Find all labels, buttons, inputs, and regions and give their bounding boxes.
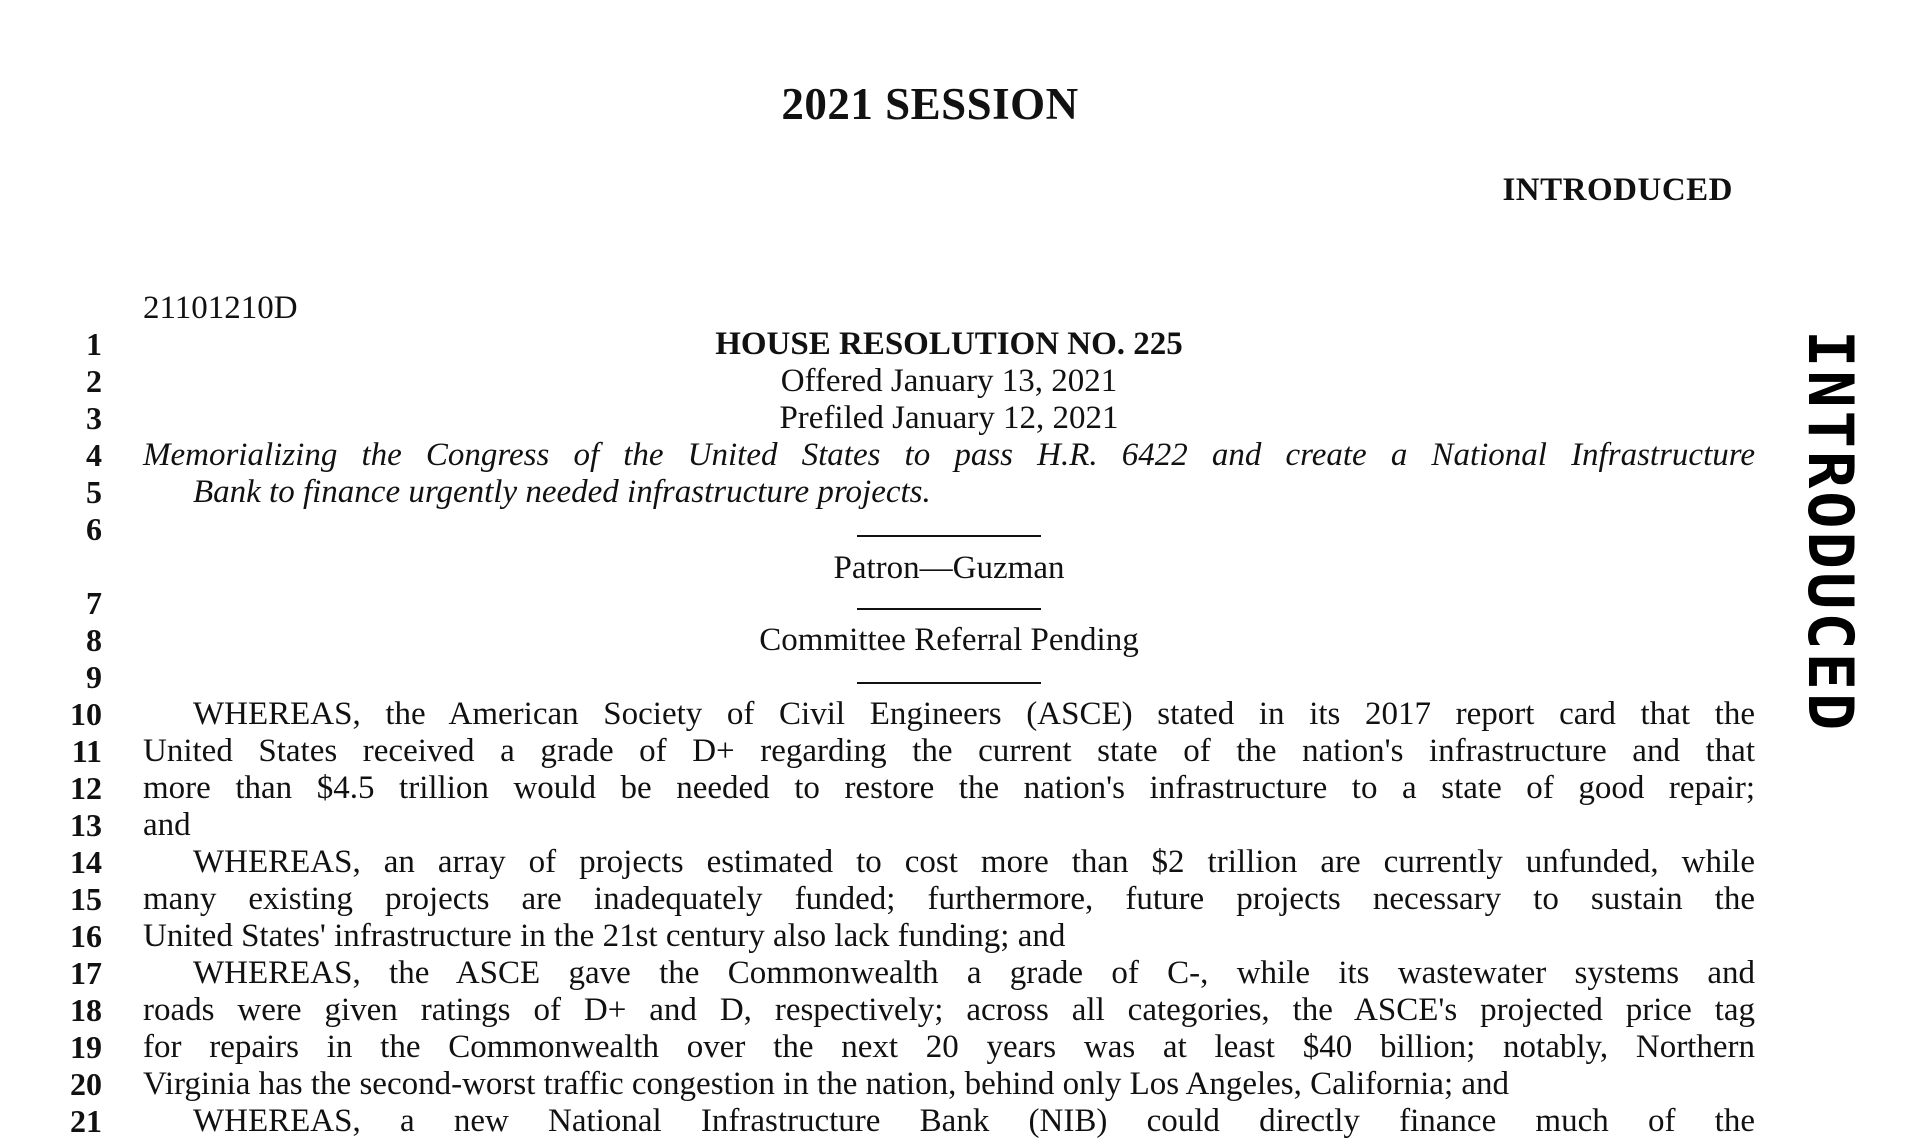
offered-date: Offered January 13, 2021 <box>780 363 1118 399</box>
committee-referral: Committee Referral Pending <box>759 622 1139 658</box>
line-number: 4 <box>86 437 102 473</box>
status-label: INTRODUCED <box>1502 172 1733 208</box>
line-9 <box>0 659 1790 696</box>
line-14 <box>0 844 1790 881</box>
line-5 <box>0 474 1790 511</box>
line-10 <box>0 696 1790 733</box>
body-text: United States' infrastructure in the 21st century also lack funding; and <box>143 918 1066 954</box>
line-1 <box>0 326 1790 363</box>
prefiled-date: Prefiled January 12, 2021 <box>779 400 1119 436</box>
line-13 <box>0 807 1790 844</box>
line-number: 5 <box>86 474 102 510</box>
line-number: 14 <box>70 844 102 880</box>
summary-text: Memorializing the Congress of the United States to pass H.R. 6422 and create a National Infrastructure <box>143 437 1755 473</box>
line-17 <box>0 955 1790 992</box>
body-text: Virginia has the second-worst traffic congestion in the nation, behind only Los Angeles, California; and <box>143 1066 1510 1102</box>
line-number: 1 <box>86 326 102 362</box>
line-number: 7 <box>86 585 102 621</box>
body-text: roads were given ratings of D+ and D, respectively; across all categories, the ASCE's projected price tag <box>143 992 1755 1028</box>
line-number: 12 <box>70 770 102 806</box>
line-18 <box>0 992 1790 1029</box>
line-20 <box>0 1066 1790 1103</box>
body-text: WHEREAS, the ASCE gave the Commonwealth a grade of C-, while its wastewater systems and <box>193 955 1755 991</box>
line-number: 11 <box>71 733 102 769</box>
line-number: 15 <box>70 881 102 917</box>
line-21 <box>0 1103 1790 1140</box>
line-number: 18 <box>70 992 102 1028</box>
line-number: 17 <box>70 955 102 991</box>
line-3 <box>0 400 1790 437</box>
body-text: United States received a grade of D+ regarding the current state of the nation's infrastructure and that <box>143 733 1755 769</box>
line-8 <box>0 622 1790 659</box>
body-text: WHEREAS, the American Society of Civil Engineers (ASCE) stated in its 2017 report card that the <box>193 696 1755 732</box>
session-title: 2021 SESSION <box>781 79 1079 129</box>
line-number: 6 <box>86 511 102 547</box>
body-text: many existing projects are inadequately funded; furthermore, future projects necessary to sustain the <box>143 881 1755 917</box>
line-number: 2 <box>86 363 102 399</box>
line-7 <box>0 585 1790 622</box>
line-15 <box>0 881 1790 918</box>
body-text: WHEREAS, an array of projects estimated to cost more than $2 trillion are currently unfunded, while <box>193 844 1755 880</box>
line-number: 3 <box>86 400 102 436</box>
line-6 <box>0 511 1790 548</box>
line-4 <box>0 437 1790 474</box>
resolution-title: HOUSE RESOLUTION NO. 225 <box>715 326 1183 362</box>
line-2 <box>0 363 1790 400</box>
line-number: 8 <box>86 622 102 658</box>
body-text: and <box>143 807 191 843</box>
line-number: 16 <box>70 918 102 954</box>
line-16 <box>0 918 1790 955</box>
introduced-side-stamp: INTRODUCED <box>1794 330 1867 734</box>
line-number: 20 <box>70 1066 102 1102</box>
line-patron-gap <box>0 548 1790 585</box>
line-number: 10 <box>70 696 102 732</box>
body-text: WHEREAS, a new National Infrastructure Bank (NIB) could directly finance much of the <box>193 1103 1755 1139</box>
line-number: 19 <box>70 1029 102 1065</box>
line-19 <box>0 1029 1790 1066</box>
numbered-lines <box>0 326 1790 1140</box>
line-number: 21 <box>70 1103 102 1139</box>
line-number: 13 <box>70 807 102 843</box>
body-text: for repairs in the Commonwealth over the next 20 years was at least $40 billion; notably, Northern <box>143 1029 1755 1065</box>
bill-id: 21101210D <box>143 290 298 326</box>
summary-text: Bank to finance urgently needed infrastructure projects. <box>193 474 931 510</box>
line-number: 9 <box>86 659 102 695</box>
patron-line: Patron—Guzman <box>833 550 1065 586</box>
body-text: more than $4.5 trillion would be needed to restore the nation's infrastructure to a state of good repair; <box>143 770 1755 806</box>
line-12 <box>0 770 1790 807</box>
line-11 <box>0 733 1790 770</box>
